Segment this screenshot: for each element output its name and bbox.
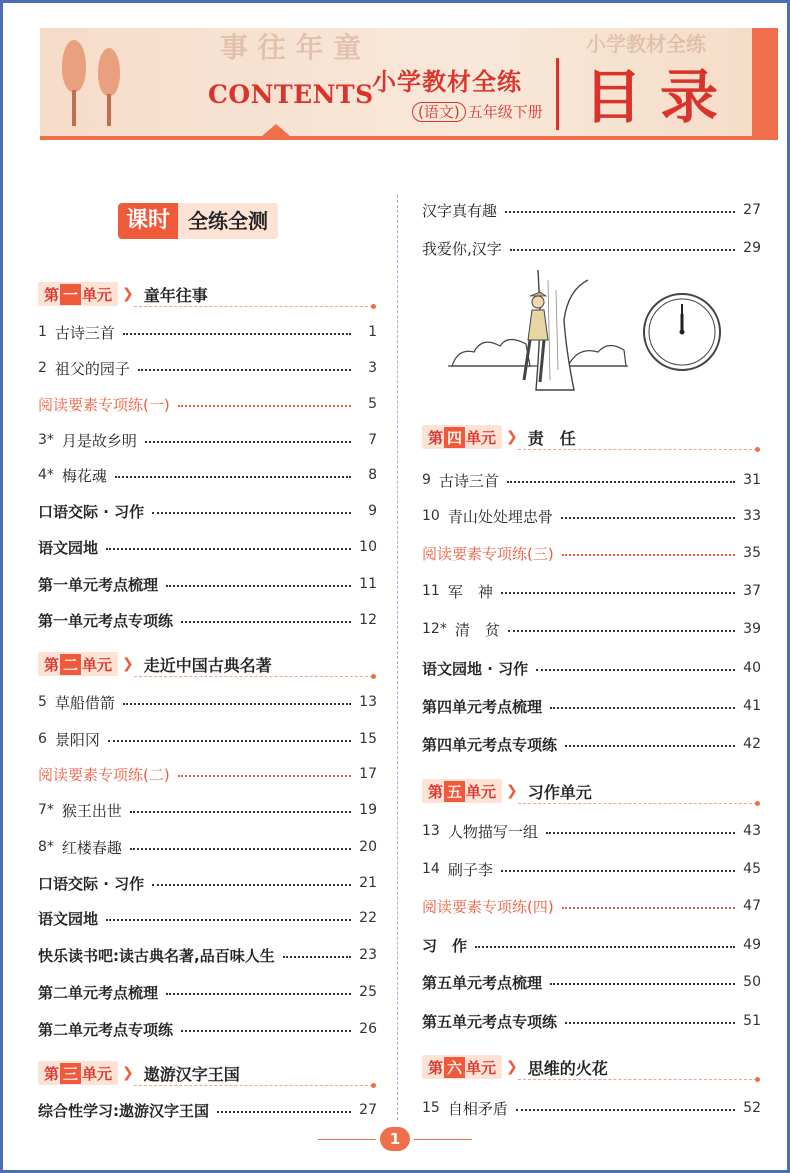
toc-entry[interactable] (422, 894, 761, 918)
unit-badge (422, 779, 502, 803)
dot-leader (181, 1030, 351, 1032)
entry-page: 49 (743, 937, 761, 953)
page-number: 1 (380, 1127, 410, 1151)
entry-page: 51 (743, 1013, 761, 1029)
entry-title: 阅读要素专项练(二) (38, 765, 170, 784)
entry-page: 40 (743, 660, 761, 676)
contents-label: CONTENTS (208, 80, 374, 109)
dot-leader (106, 919, 351, 921)
tree-trunk-2 (107, 94, 111, 126)
toc-entry[interactable] (38, 463, 377, 487)
toc-entry[interactable] (38, 1098, 377, 1122)
entry-number: 8* (38, 839, 54, 855)
entry-title: 自相矛盾 (447, 1099, 508, 1118)
dot-leader (166, 993, 351, 995)
entry-page: 37 (743, 583, 761, 599)
toc-entry[interactable] (422, 970, 761, 994)
unit-badge-pre: 第 (44, 285, 60, 304)
entry-title: 第四单元考点梳理 (422, 697, 543, 716)
dot-leader (562, 554, 735, 556)
unit-title: 童年往事 (143, 285, 208, 305)
unit-badge-pre: 第 (428, 428, 444, 447)
toc-entry[interactable] (422, 694, 761, 718)
entry-title: 语文园地 · 习作 (422, 659, 529, 678)
toc-entry[interactable] (38, 690, 377, 714)
dot-leader (536, 669, 735, 671)
entry-title: 语文园地 (38, 538, 99, 557)
unit-header (422, 777, 592, 805)
dot-leader (505, 211, 735, 213)
entry-page: 17 (359, 766, 377, 782)
entry-title: 第一单元考点梳理 (38, 575, 159, 594)
entry-title: 清 贫 (454, 620, 500, 639)
entry-page: 29 (743, 240, 761, 256)
entry-title: 快乐读书吧:读古典名著,品百味人生 (38, 946, 275, 965)
dot-leader (130, 811, 351, 813)
entry-page: 27 (743, 202, 761, 218)
subject-label: (语文) (412, 102, 466, 122)
toc-entry[interactable] (38, 798, 377, 822)
header-notch (262, 124, 290, 136)
entry-title: 第一单元考点专项练 (38, 611, 174, 630)
column-divider (397, 195, 398, 1120)
unit-badge-post: 单元 (466, 1058, 497, 1077)
entry-page: 31 (743, 472, 761, 488)
entry-page: 20 (359, 839, 377, 855)
entry-page: 27 (359, 1102, 377, 1118)
entry-page: 52 (743, 1100, 761, 1116)
unit-badge-pre: 第 (44, 1064, 60, 1083)
entry-page: 35 (743, 545, 761, 561)
dot-leader (123, 333, 351, 335)
header-right-bar (752, 28, 778, 140)
section-tag-text: 全练全测 (178, 203, 278, 239)
entry-title: 古诗三首 (438, 471, 499, 490)
unit-badge-post: 单元 (82, 655, 113, 674)
toc-entry[interactable] (38, 392, 377, 416)
entry-number: 1 (38, 324, 47, 340)
dot-leader (501, 592, 735, 594)
entry-title: 景阳冈 (54, 730, 100, 749)
dot-leader (106, 548, 351, 550)
toc-entry[interactable] (38, 943, 377, 967)
entry-number: 7* (38, 802, 54, 818)
toc-entry[interactable] (422, 504, 761, 528)
unit-rule-dot (755, 801, 760, 806)
dot-leader (546, 832, 735, 834)
entry-number: 12* (422, 621, 447, 637)
unit-header (422, 423, 576, 451)
unit-rule (134, 1085, 373, 1086)
entry-number: 2 (38, 360, 47, 376)
dot-leader (475, 946, 735, 948)
dot-leader (130, 848, 351, 850)
unit-title: 思维的火花 (527, 1058, 608, 1078)
unit-title: 习作单元 (527, 782, 592, 802)
unit-title: 遨游汉字王国 (143, 1064, 240, 1084)
entry-title: 猴王出世 (61, 801, 122, 820)
entry-title: 我爱你,汉字 (422, 239, 502, 258)
entry-title: 草船借箭 (54, 693, 115, 712)
chevron-right-icon: ❯ (122, 286, 134, 302)
entry-page: 50 (743, 974, 761, 990)
chevron-right-icon: ❯ (506, 1059, 518, 1075)
dot-leader (507, 481, 735, 483)
entry-title: 月是故乡明 (61, 431, 137, 450)
entry-title: 阅读要素专项练(一) (38, 395, 170, 414)
dot-leader (217, 1111, 351, 1113)
toc-entry[interactable] (38, 1017, 377, 1041)
series-subtitle (412, 101, 543, 122)
entry-page: 13 (359, 694, 377, 710)
entry-page: 26 (359, 1021, 377, 1037)
toc-entry[interactable] (38, 906, 377, 930)
entry-title: 第二单元考点专项练 (38, 1020, 174, 1039)
toc-entry[interactable] (422, 656, 761, 680)
entry-title: 红楼春趣 (61, 838, 122, 857)
unit-badge-pre: 第 (428, 782, 444, 801)
unit-rule-dot (371, 674, 376, 679)
dot-leader (565, 745, 735, 747)
toc-entry[interactable] (38, 980, 377, 1004)
toc-entry[interactable] (422, 617, 761, 641)
dot-leader (178, 405, 351, 407)
section-tag-label: 课时 (118, 203, 178, 239)
entry-number: 3* (38, 432, 54, 448)
entry-title: 口语交际 · 习作 (38, 502, 145, 521)
unit-header (38, 280, 208, 308)
dot-leader (145, 441, 351, 443)
entry-page: 11 (359, 576, 377, 592)
footer-rule-left (318, 1139, 376, 1140)
dot-leader (166, 585, 351, 587)
unit-rule (518, 1079, 757, 1080)
grade-label: 五年级下册 (467, 103, 543, 121)
illustration (448, 270, 738, 398)
unit-rule-dot (371, 1083, 376, 1088)
entry-page: 19 (359, 802, 377, 818)
unit-title: 走近中国古典名著 (143, 655, 272, 675)
dot-leader (283, 956, 351, 958)
header-banner (40, 28, 752, 140)
chevron-right-icon: ❯ (122, 1065, 134, 1081)
toc-entry[interactable] (422, 732, 761, 756)
dot-leader (152, 512, 351, 514)
dot-leader (138, 369, 351, 371)
dot-leader (510, 249, 735, 251)
header-bottom-rule (40, 136, 778, 140)
entry-page: 15 (359, 731, 377, 747)
dot-leader (550, 707, 735, 709)
unit-badge (38, 652, 118, 676)
entry-title: 阅读要素专项练(三) (422, 544, 554, 563)
toc-entry[interactable] (422, 819, 761, 843)
entry-page: 7 (368, 432, 377, 448)
dot-leader (565, 1022, 735, 1024)
entry-page: 10 (359, 539, 377, 555)
toc-entry[interactable] (422, 236, 761, 260)
unit-header (38, 1059, 240, 1087)
toc-entry[interactable] (38, 320, 377, 344)
unit-number: 四 (444, 427, 465, 448)
entry-page: 23 (359, 947, 377, 963)
entry-title: 第二单元考点梳理 (38, 983, 159, 1002)
entry-number: 15 (422, 1100, 440, 1116)
toc-entry[interactable] (38, 608, 377, 632)
entry-title: 口语交际 · 习作 (38, 874, 145, 893)
toc-entry[interactable] (38, 535, 377, 559)
entry-number: 11 (422, 583, 440, 599)
entry-page: 25 (359, 984, 377, 1000)
clock-icon (644, 294, 720, 370)
entry-page: 41 (743, 698, 761, 714)
unit-badge (38, 1061, 118, 1085)
unit-badge (422, 1055, 502, 1079)
toc-entry[interactable] (38, 572, 377, 596)
entry-title: 阅读要素专项练(四) (422, 897, 554, 916)
entry-title: 汉字真有趣 (422, 201, 498, 220)
unit-badge-pre: 第 (44, 655, 60, 674)
entry-page: 47 (743, 898, 761, 914)
unit-rule (134, 676, 373, 677)
dot-leader (562, 907, 735, 909)
toc-entry[interactable] (422, 933, 761, 957)
entry-title: 综合性学习:遨游汉字王国 (38, 1101, 209, 1120)
entry-page: 42 (743, 736, 761, 752)
toc-entry[interactable] (422, 579, 761, 603)
dot-leader (152, 884, 351, 886)
toc-entry[interactable] (422, 1009, 761, 1033)
entry-page: 33 (743, 508, 761, 524)
unit-badge-post: 单元 (466, 782, 497, 801)
toc-entry[interactable] (38, 871, 377, 895)
unit-number: 三 (60, 1063, 81, 1084)
unit-rule-dot (371, 304, 376, 309)
unit-number: 一 (60, 284, 81, 305)
background-decor-text: 事 往 年 童 (220, 31, 362, 64)
entry-number: 4* (38, 467, 54, 483)
unit-number: 二 (60, 654, 81, 675)
unit-title: 责 任 (527, 428, 576, 448)
entry-page: 43 (743, 823, 761, 839)
entry-number: 9 (422, 472, 431, 488)
dot-leader (508, 630, 735, 632)
dot-leader (115, 476, 351, 478)
entry-page: 21 (359, 875, 377, 891)
entry-title: 梅花魂 (61, 466, 107, 485)
toc-entry[interactable] (422, 541, 761, 565)
unit-rule (518, 803, 757, 804)
entry-title: 青山处处埋忠骨 (447, 507, 553, 526)
unit-rule (518, 449, 757, 450)
entry-number: 13 (422, 823, 440, 839)
entry-title: 语文园地 (38, 909, 99, 928)
entry-page: 12 (359, 612, 377, 628)
unit-number: 六 (444, 1057, 465, 1078)
unit-header (422, 1053, 608, 1081)
toc-entry[interactable] (38, 727, 377, 751)
entry-page: 8 (368, 467, 377, 483)
entry-page: 3 (368, 360, 377, 376)
series-title: 小学教材全练 (372, 68, 522, 96)
unit-rule-dot (755, 1077, 760, 1082)
entry-page: 39 (743, 621, 761, 637)
toc-entry[interactable] (422, 198, 761, 222)
entry-page: 1 (368, 324, 377, 340)
unit-badge-post: 单元 (466, 428, 497, 447)
dot-leader (108, 740, 351, 742)
entry-title: 第五单元考点梳理 (422, 973, 543, 992)
toc-entry[interactable] (38, 835, 377, 859)
toc-entry[interactable] (422, 1096, 761, 1120)
unit-badge-pre: 第 (428, 1058, 444, 1077)
dot-leader (561, 517, 735, 519)
footer-rule-right (414, 1139, 472, 1140)
entry-title: 第五单元考点专项练 (422, 1012, 558, 1031)
entry-number: 6 (38, 731, 47, 747)
entry-title: 祖父的园子 (54, 359, 130, 378)
dot-leader (516, 1109, 735, 1111)
section-tag (118, 202, 278, 240)
unit-badge-post: 单元 (82, 1064, 113, 1083)
entry-page: 9 (368, 503, 377, 519)
dot-leader (123, 703, 351, 705)
chevron-right-icon: ❯ (122, 656, 134, 672)
tree-trunk (72, 90, 76, 126)
entry-page: 5 (368, 396, 377, 412)
entry-page: 45 (743, 861, 761, 877)
unit-number: 五 (444, 781, 465, 802)
toc-entry[interactable] (38, 499, 377, 523)
unit-rule (134, 306, 373, 307)
toc-entry[interactable] (38, 428, 377, 452)
dot-leader (181, 621, 351, 623)
toc-entry[interactable] (422, 468, 761, 492)
entry-title: 人物描写一组 (447, 822, 538, 841)
unit-badge (38, 282, 118, 306)
dot-leader (501, 870, 735, 872)
entry-title: 第四单元考点专项练 (422, 735, 558, 754)
toc-entry[interactable] (38, 356, 377, 380)
entry-number: 5 (38, 694, 47, 710)
entry-title: 古诗三首 (54, 323, 115, 342)
entry-title: 刷子李 (447, 860, 493, 879)
toc-entry[interactable] (38, 762, 377, 786)
chevron-right-icon: ❯ (506, 429, 518, 445)
dot-leader (550, 983, 735, 985)
entry-title: 习 作 (422, 936, 468, 955)
entry-page: 22 (359, 910, 377, 926)
entry-number: 14 (422, 861, 440, 877)
unit-header (38, 650, 272, 678)
entry-title: 军 神 (447, 582, 493, 601)
background-decor-text-2: 小学教材全练 (586, 32, 706, 56)
unit-rule-dot (755, 447, 760, 452)
header-divider (556, 58, 559, 130)
unit-badge-post: 单元 (82, 285, 113, 304)
dot-leader (178, 775, 351, 777)
tree-icon-2 (98, 48, 120, 96)
page-title: 目录 (584, 63, 737, 131)
toc-entry[interactable] (422, 857, 761, 881)
unit-badge (422, 425, 502, 449)
tree-icon (62, 40, 86, 92)
chevron-right-icon: ❯ (506, 783, 518, 799)
entry-number: 10 (422, 508, 440, 524)
